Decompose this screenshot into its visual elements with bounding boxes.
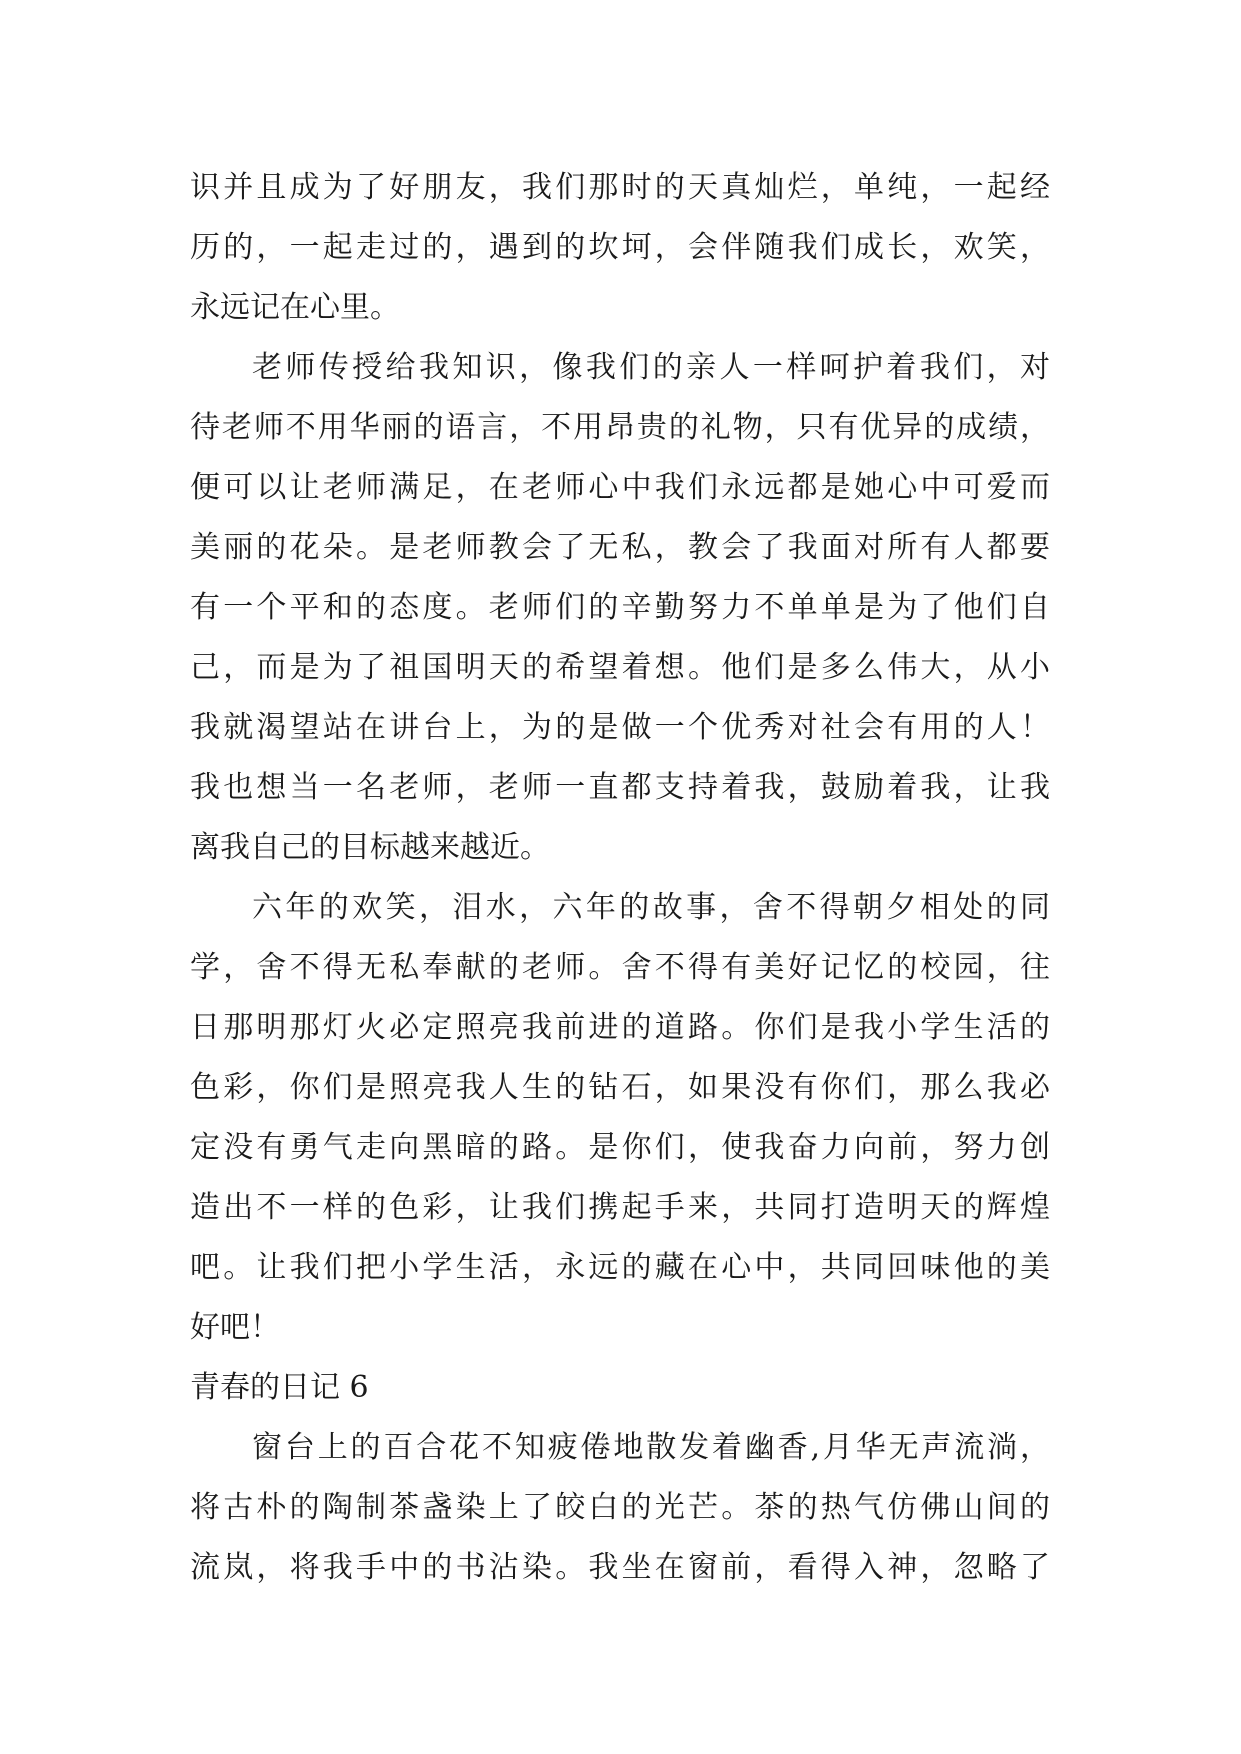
paragraph-3 (190, 878, 1050, 1358)
text-line: 离我自己的目标越来越近。 (190, 830, 550, 865)
text-line: 日那明那灯火必定照亮我前进的道路。你们是我小学生活的 (190, 1010, 1050, 1045)
text-line: 窗台上的百合花不知疲倦地散发着幽香,月华无声流淌， (252, 1430, 1050, 1465)
paragraph-2 (190, 338, 1050, 878)
text-line: 学，舍不得无私奉献的老师。舍不得有美好记忆的校园，往 (190, 950, 1050, 985)
text-line: 吧。让我们把小学生活，永远的藏在心中，共同回味他的美 (190, 1250, 1050, 1285)
text-line: 六年的欢笑，泪水，六年的故事，舍不得朝夕相处的同 (252, 890, 1050, 925)
paragraph-1 (190, 158, 1050, 338)
document-body (190, 158, 1050, 1598)
text-line: 有一个平和的态度。老师们的辛勤努力不单单是为了他们自 (190, 590, 1050, 625)
paragraph-4 (190, 1418, 1050, 1598)
text-line: 定没有勇气走向黑暗的路。是你们，使我奋力向前，努力创 (190, 1130, 1050, 1165)
text-line: 己，而是为了祖国明天的希望着想。他们是多么伟大，从小 (190, 650, 1050, 685)
text-line: 历的，一起走过的，遇到的坎坷，会伴随我们成长，欢笑， (190, 230, 1050, 265)
text-line: 将古朴的陶制茶盏染上了皎白的光芒。茶的热气仿佛山间的 (190, 1490, 1050, 1525)
text-line: 我也想当一名老师，老师一直都支持着我，鼓励着我，让我 (190, 770, 1050, 805)
text-line: 老师传授给我知识，像我们的亲人一样呵护着我们，对 (252, 350, 1050, 385)
text-line: 识并且成为了好朋友，我们那时的天真灿烂，单纯，一起经 (190, 170, 1050, 205)
text-line: 好吧！ (190, 1310, 280, 1345)
text-line: 我就渴望站在讲台上，为的是做一个优秀对社会有用的人！ (190, 710, 1050, 745)
text-line: 造出不一样的色彩，让我们携起手来，共同打造明天的辉煌 (190, 1190, 1050, 1225)
text-line: 永远记在心里。 (190, 290, 400, 325)
text-line: 色彩，你们是照亮我人生的钻石，如果没有你们，那么我必 (190, 1070, 1050, 1105)
section-heading: 青春的日记 6 (190, 1370, 369, 1405)
text-line: 美丽的花朵。是老师教会了无私，教会了我面对所有人都要 (190, 530, 1050, 565)
text-line: 流岚，将我手中的书沾染。我坐在窗前，看得入神，忽略了 (190, 1550, 1050, 1585)
text-line: 便可以让老师满足，在老师心中我们永远都是她心中可爱而 (190, 470, 1050, 505)
text-line: 待老师不用华丽的语言，不用昂贵的礼物，只有优异的成绩， (190, 410, 1050, 445)
